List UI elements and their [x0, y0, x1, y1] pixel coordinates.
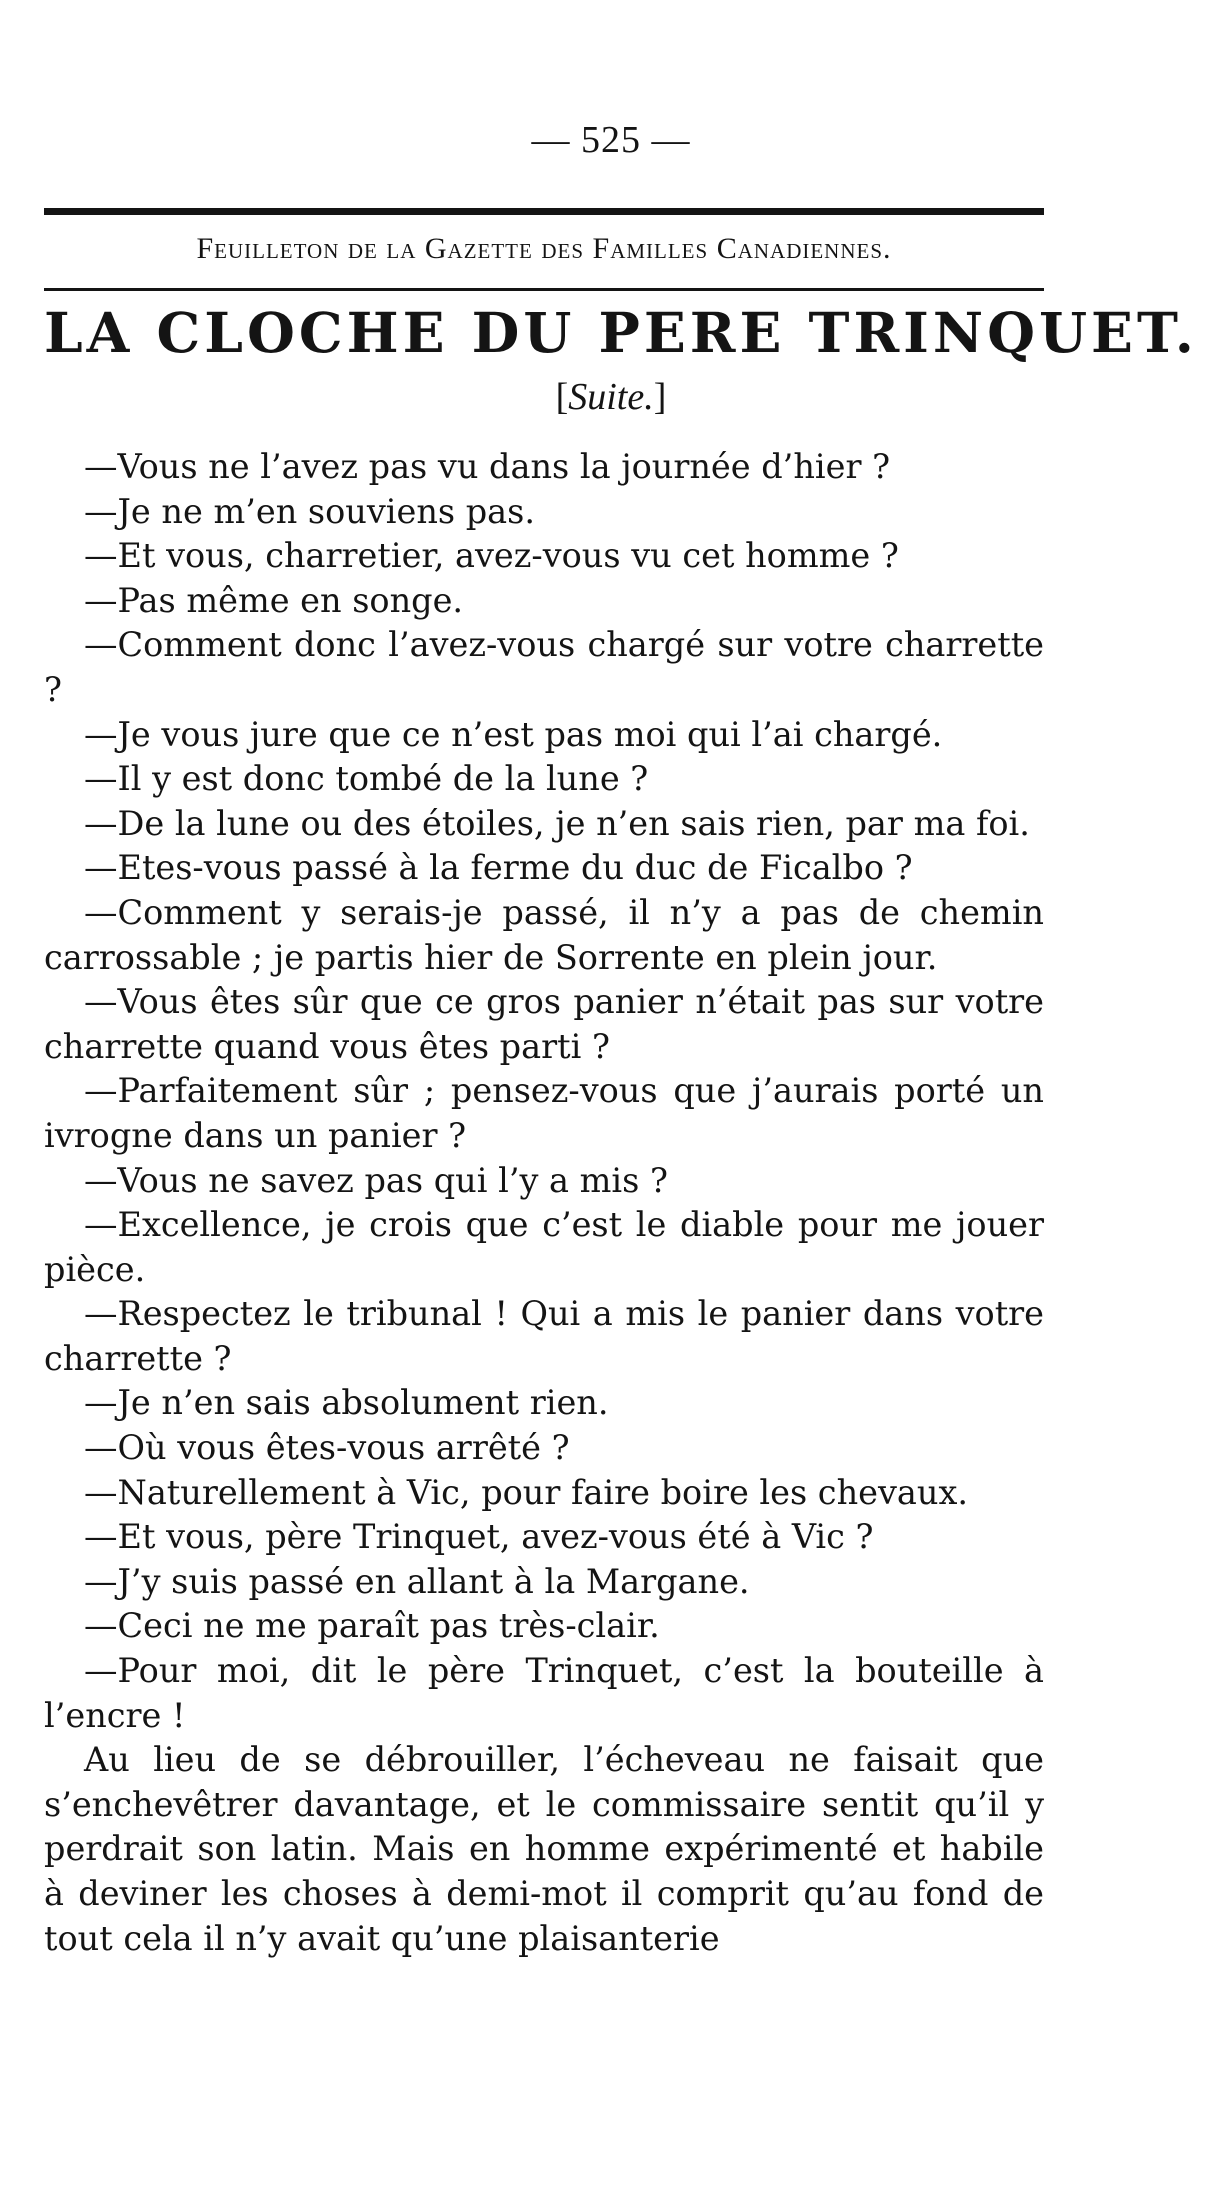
dialogue-line: —Vous êtes sûr que ce gros panier n’était pas sur votre charrette quand vous êtes parti ?	[44, 982, 1044, 1066]
dialogue-line: —Où vous êtes-vous arrêté ?	[84, 1428, 570, 1468]
dialogue-line: —Excellence, je crois que c’est le diable pour me jouer pièce.	[44, 1205, 1044, 1289]
dialogue-line: —Et vous, père Trinquet, avez-vous été à Vic ?	[84, 1517, 874, 1557]
dialogue-line: —J’y suis passé en allant à la Margane.	[84, 1561, 750, 1601]
dialogue-line: —Ceci ne me paraît pas très-clair.	[84, 1606, 660, 1646]
subtitle	[0, 375, 1222, 419]
dialogue-line: —Vous ne l’avez pas vu dans la journée d’hier ?	[84, 447, 891, 486]
body-text	[44, 445, 1044, 1961]
narrative-paragraph: Au lieu de se débrouiller, l’écheveau ne faisait que s’enchevêtrer davantage, et le commissaire sentit qu’il y perdrait son latin. Mais en homme expérimenté et habile à deviner les choses à demi-mot il comprit qu’au fond de tout cela il n’y avait qu’une plaisanterie	[44, 1740, 1044, 1958]
subtitle-open-bracket: [	[555, 376, 569, 418]
dialogue-line: —Comment y serais-je passé, il n’y a pas de chemin carrossable ; je partis hier de Sorrente en plein jour.	[44, 892, 1044, 977]
dialogue-line: —Parfaitement sûr ; pensez-vous que j’aurais porté un ivrogne dans un panier ?	[44, 1071, 1044, 1155]
dialogue-line: —Je vous jure que ce n’est pas moi qui l’ai chargé.	[84, 714, 943, 754]
subtitle-suite: Suite.	[568, 376, 654, 418]
dialogue-line: —Je ne m’en souviens pas.	[84, 491, 535, 531]
page-number: — 525 —	[531, 119, 691, 161]
story-title: LA CLOCHE DU PERE TRINQUET.	[44, 300, 1198, 365]
header-rule-top	[44, 208, 1044, 215]
dialogue-line: —Vous ne savez pas qui l’y a mis ?	[84, 1160, 668, 1200]
dialogue-line: —Il y est donc tombé de la lune ?	[84, 759, 649, 799]
dialogue-line: —Respectez le tribunal ! Qui a mis le panier dans votre charrette ?	[44, 1294, 1044, 1378]
feuilleton-header: Feuilleton de la Gazette des Familles Canadiennes.	[196, 232, 892, 265]
header-rule-bottom	[44, 288, 1044, 291]
dialogue-line: —Pas même en songe.	[84, 580, 464, 620]
dialogue-line: —Et vous, charretier, avez-vous vu cet homme ?	[84, 536, 899, 576]
dialogue-line: —De la lune ou des étoiles, je n’en sais rien, par ma foi.	[84, 803, 1030, 843]
subtitle-close-bracket: ]	[653, 376, 667, 418]
dialogue-line: —Je n’en sais absolument rien.	[84, 1383, 609, 1423]
dialogue-line: —Comment donc l’avez-vous chargé sur votre charrette ?	[44, 625, 1044, 709]
dialogue-line: —Etes-vous passé à la ferme du duc de Ficalbo ?	[84, 848, 913, 888]
dialogue-line: —Pour moi, dit le père Trinquet, c’est la bouteille à l’encre !	[44, 1651, 1044, 1735]
dialogue-line: —Naturellement à Vic, pour faire boire les chevaux.	[84, 1472, 968, 1512]
